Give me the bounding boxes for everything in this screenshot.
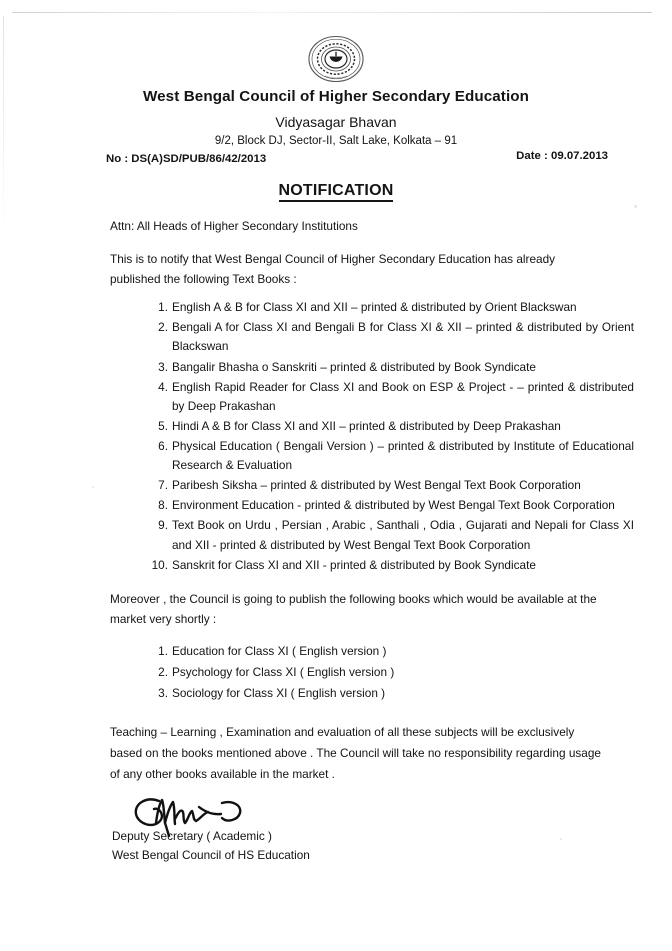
scan-speck xyxy=(92,486,94,488)
document-date: Date : 09.07.2013 xyxy=(516,150,608,162)
reference-number: No : DS(A)SD/PUB/86/42/2013 xyxy=(106,153,267,165)
attention-line: Attn: All Heads of Higher Secondary Institutions xyxy=(110,219,358,233)
signature-block xyxy=(112,793,432,865)
list-item: Hindi A & B for Class XI and XII – printed & distributed by Deep Prakashan xyxy=(172,418,561,433)
scan-speck xyxy=(560,838,562,840)
notification-heading xyxy=(0,182,672,200)
list-item: English Rapid Reader for Class XI and Book on ESP & Project - – printed & distributed by Deep Prakashan xyxy=(172,379,634,413)
council-seal-icon xyxy=(305,34,367,84)
moreover-paragraph: Moreover , the Council is going to publish the following books which would be available at the market very shortly : xyxy=(110,591,597,627)
list-item: Paribesh Siksha – printed & distributed by West Bengal Text Book Corporation xyxy=(172,478,581,493)
signatory-organization: West Bengal Council of HS Education xyxy=(112,848,310,863)
notification-heading-text: NOTIFICATION xyxy=(279,182,394,202)
organization-address: 9/2, Block DJ, Sector-II, Salt Lake, Kolkata – 91 xyxy=(214,135,458,147)
document-body xyxy=(110,218,634,784)
upcoming-books-list xyxy=(110,641,610,704)
scan-edge-line-top xyxy=(12,12,652,13)
list-item: Text Book on Urdu , Persian , Arabic , Santhali , Odia , Gujarati and Nepali for Class XI and XII - printed & distributed by West Bengal Text Book Corporation xyxy=(172,518,634,552)
emblem-container xyxy=(0,34,672,84)
signatory-title: Deputy Secretary ( Academic ) xyxy=(112,829,272,843)
intro-paragraph: This is to notify that West Bengal Council of Higher Secondary Education has already published the following Text Books : xyxy=(110,251,556,286)
organization-building: Vidyasagar Bhavan xyxy=(275,114,397,130)
list-item: Sanskrit for Class XI and XII - printed & distributed by Book Syndicate xyxy=(172,557,536,572)
closing-paragraph: Teaching – Learning , Examination and evaluation of all these subjects will be exclusively based on the books mentioned above . The Council will take no responsibility regarding usage of any other books available in the market . xyxy=(110,725,601,781)
list-item: Bangalir Bhasha o Sanskriti – printed & distributed by Book Syndicate xyxy=(172,359,536,374)
list-item: Bengali A for Class XI and Bengali B for Class XI & XII – printed & distributed by Orient Blackswan xyxy=(172,320,634,354)
list-item: English A & B for Class XI and XII – printed & distributed by Orient Blackswan xyxy=(172,300,577,315)
list-item: Environment Education - printed & distributed by West Bengal Text Book Corporation xyxy=(172,498,615,513)
list-item: Education for Class XI ( English version ) xyxy=(172,644,387,659)
scan-speck xyxy=(634,205,637,208)
list-item: Psychology for Class XI ( English version ) xyxy=(172,665,395,680)
list-item: Sociology for Class XI ( English version ) xyxy=(172,686,386,701)
published-books-list xyxy=(110,298,634,575)
organization-title: West Bengal Council of Higher Secondary Education xyxy=(142,88,530,105)
list-item: Physical Education ( Bengali Version ) – printed & distributed by Institute of Educational Research & Evaluation xyxy=(172,439,634,473)
